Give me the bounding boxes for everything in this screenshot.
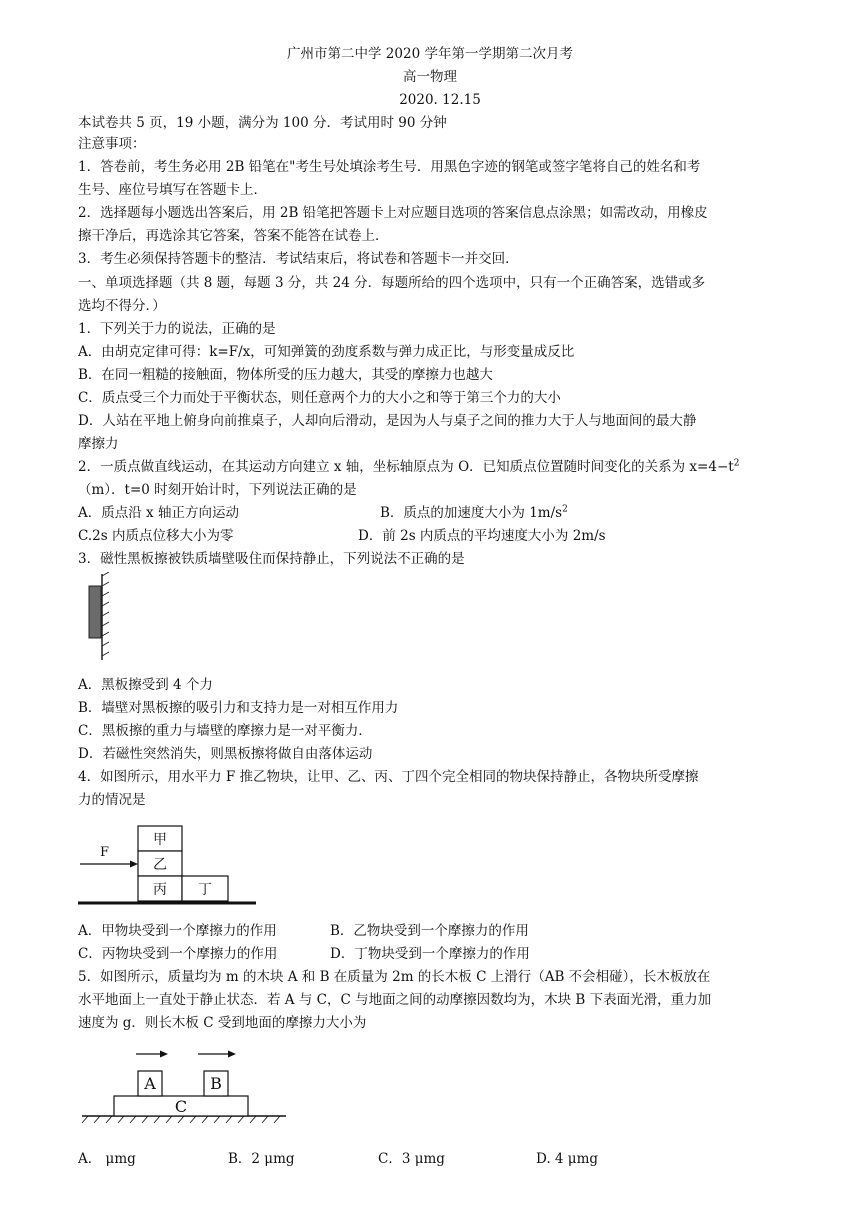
q4-stem-cont: 力的情况是 xyxy=(78,792,146,808)
q5-option-d: D. 4 μmg xyxy=(536,1151,599,1167)
q1-option-c: C．质点受三个力而处于平衡状态，则任意两个力的大小之和等于第三个力的大小 xyxy=(78,390,561,406)
velocity-arrow-b-head xyxy=(228,1051,236,1058)
block-bing-label: 丙 xyxy=(153,882,167,898)
q3-option-a: A．黑板擦受到 4 个力 xyxy=(78,677,213,693)
force-label: F xyxy=(100,845,110,860)
block-a-label: A xyxy=(144,1074,156,1093)
force-arrow-head xyxy=(130,861,138,868)
block-ding-label: 丁 xyxy=(198,882,212,898)
note-1-cont: 生号、座位号填写在答题卡上． xyxy=(78,182,267,198)
q3-option-c: C．黑板擦的重力与墙壁的摩擦力是一对平衡力． xyxy=(78,723,372,739)
section-heading-cont: 选均不得分．） xyxy=(78,298,166,314)
q5-stem: 5．如图所示，质量均为 m 的木块 A 和 B 在质量为 2m 的长木板 C 上滑行（AB 不会相碰），长木板放在 xyxy=(78,969,711,985)
note-2: 2．选择题每小题选出答案后，用 2B 铅笔把答题卡上对应题目选项的答案信息点涂黑；如需改动，用橡皮 xyxy=(78,205,708,221)
q1-option-a: A．由胡克定律可得：k=F/x，可知弹簧的劲度系数与弹力成正比，与形变量成反比 xyxy=(78,344,575,360)
q2-stem xyxy=(78,456,739,478)
q2-stem-exponent: 2 xyxy=(733,458,740,469)
q1-option-b: B．在同一粗糙的接触面，物体所受的压力越大，其受的摩擦力也越大 xyxy=(78,367,493,383)
q5-board-figure xyxy=(78,1044,298,1128)
q4-option-d: D．丁物块受到一个摩擦力的作用 xyxy=(330,946,530,962)
q2-stem-text: 2．一质点做直线运动，在其运动方向建立 x 轴，坐标轴原点为 O．已知质点位置随时间变化的关系为 x=4−t xyxy=(78,459,734,475)
blackboard-eraser xyxy=(89,586,101,638)
q5-option-b: B．2 μmg xyxy=(228,1151,295,1167)
q2-option-b-exponent: 2 xyxy=(562,504,568,515)
exam-subject: 高一物理 xyxy=(403,69,457,85)
section-heading: 一、单项选择题（共 8 题，每题 3 分，共 24 分．每题所给的四个选项中，只有一个正确答案，选错或多 xyxy=(78,275,706,291)
board-c-label: C xyxy=(174,1097,188,1116)
q4-blocks-figure xyxy=(78,822,268,908)
q3-wall-eraser-figure xyxy=(82,572,118,664)
q2-option-b-text: B．质点的加速度大小为 1m/s xyxy=(380,505,563,521)
q3-option-b: B．墙壁对黑板擦的吸引力和支持力是一对相互作用力 xyxy=(78,700,399,716)
q2-option-c: C.2s 内质点位移大小为零 xyxy=(78,528,234,544)
notes-title: 注意事项： xyxy=(78,136,146,152)
q1-option-d-cont: 摩擦力 xyxy=(78,436,119,452)
q2-stem-cont: （m）．t=0 时刻开始计时，下列说法正确的是 xyxy=(78,482,357,498)
note-1: 1．答卷前，考生务必用 2B 铅笔在"考生号处填涂考生号．用黑色字迹的钢笔或签字笔将自己的姓名和考 xyxy=(78,159,701,175)
exam-summary: 本试卷共 5 页，19 小题，满分为 100 分．考试用时 90 分钟 xyxy=(78,115,447,131)
q3-option-d: D．若磁性突然消失，则黑板擦将做自由落体运动 xyxy=(78,746,373,762)
exam-title: 广州市第二中学 2020 学年第一学期第二次月考 xyxy=(287,46,573,62)
exam-date: 2020. 12.15 xyxy=(399,92,481,108)
q2-option-a: A．质点沿 x 轴正方向运动 xyxy=(78,505,239,521)
q5-option-a: A． μmg xyxy=(78,1151,136,1167)
q3-stem: 3．磁性黑板擦被铁质墙壁吸住而保持静止，下列说法不正确的是 xyxy=(78,551,465,567)
q4-stem: 4．如图所示，用水平力 F 推乙物块，让甲、乙、丙、丁四个完全相同的物块保持静止，各物块所受摩擦 xyxy=(78,769,699,785)
note-3: 3．考生必须保持答题卡的整洁．考试结束后，将试卷和答题卡一并交回． xyxy=(78,251,519,267)
block-jia-label: 甲 xyxy=(153,832,167,848)
q5-stem-cont-2: 速度为 g．则长木板 C 受到地面的摩擦力大小为 xyxy=(78,1015,367,1031)
q4-option-b: B．乙物块受到一个摩擦力的作用 xyxy=(330,923,529,939)
q4-option-a: A．甲物块受到一个摩擦力的作用 xyxy=(78,923,277,939)
q1-option-d: D．人站在平地上俯身向前推桌子，人却向后滑动，是因为人与桌子之间的推力大于人与地面间的最大静 xyxy=(78,413,697,429)
q2-option-b xyxy=(380,502,568,524)
q2-option-d: D．前 2s 内质点的平均速度大小为 2m/s xyxy=(358,528,606,544)
note-2-cont: 擦干净后，再选涂其它答案，答案不能答在试卷上． xyxy=(78,228,389,244)
q1-stem: 1．下列关于力的说法，正确的是 xyxy=(78,321,276,337)
block-b-label: B xyxy=(210,1074,222,1093)
q5-stem-cont-1: 水平地面上一直处于静止状态．若 A 与 C，C 与地面之间的动摩擦因数均为，木块 B 下表面光滑，重力加 xyxy=(78,992,712,1008)
block-yi-label: 乙 xyxy=(153,857,167,873)
q5-option-c: C．3 μmg xyxy=(378,1151,445,1167)
q4-option-c: C．丙物块受到一个摩擦力的作用 xyxy=(78,946,278,962)
velocity-arrow-a-head xyxy=(160,1051,168,1058)
